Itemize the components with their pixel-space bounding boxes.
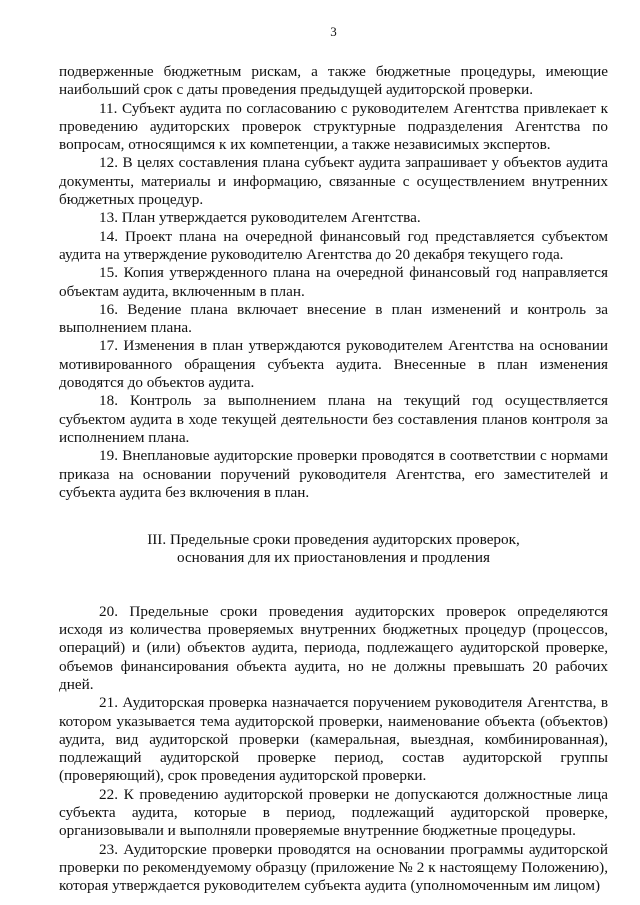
paragraph-17: 17. Изменения в план утверждаются руководителем Агентства на основании мотивированного обращения субъекта аудита. Внесенные в план изменения доводятся до объектов аудита. [59, 337, 608, 392]
paragraph-20: 20. Предельные сроки проведения аудиторских проверок определяются исходя из количества проверяемых внутренних бюджетных процедур (процессов, операций) и (или) объектов аудита, периода, подлежащего аудиторской проверке, объемов финансирования объекта аудита, но не должны превышать 20 рабочих дней. [59, 602, 608, 693]
paragraph-14: 14. Проект плана на очередной финансовый год представляется субъектом аудита на утверждение руководителю Агентства до 20 декабря текущего года. [59, 227, 608, 263]
page-number: 3 [330, 24, 337, 39]
paragraph-16: 16. Ведение плана включает внесение в план изменений и контроль за выполнением плана. [59, 300, 608, 337]
paragraph-19: 19. Внеплановые аудиторские проверки проводятся в соответствии с нормами приказа на основании поручений руководителя Агентства, его заместителей и субъекта аудита без включения в план. [59, 447, 608, 501]
paragraph-12: 12. В целях составления плана субъект аудита запрашивает у объектов аудита документы, материалы и информацию, связанные с осуществлением внутренних бюджетных процедур. [59, 154, 608, 209]
paragraph-13: 13. План утверждается руководителем Агентства. [99, 209, 421, 227]
body-text-before [59, 63, 608, 502]
paragraph-23: 23. Аудиторские проверки проводятся на основании программы аудиторской проверки по рекомендуемому образцу (приложение № 2 к настоящему Положению), которая утверждается руководителем субъекта аудита (уполномоченным им лицом) [59, 840, 608, 895]
paragraph-18: 18. Контроль за выполнением плана на текущий год осуществляется субъектом аудита в ходе текущей деятельности без составления планов контроля за исполнением плана. [59, 392, 608, 446]
section-heading-line-1: III. Предельные сроки проведения аудиторских проверок, [147, 531, 520, 549]
document-page [59, 24, 608, 895]
paragraph-21: 21. Аудиторская проверка назначается поручением руководителя Агентства, в котором указывается тема аудиторской проверки, наименование объекта (объектов) аудита, вид аудиторской проверки (камеральная, выездная, комбинированная), подлежащий аудиторской проверке период, состав аудиторской группы (проверяющий), срок проведения аудиторской проверки. [59, 694, 608, 785]
paragraph-11: 11. Субъект аудита по согласованию с руководителем Агентства привлекает к проведению аудиторских проверок структурные подразделения Агентства по вопросам, относящимся к их компетенции, а также независимых экспертов. [59, 99, 608, 154]
body-text-after [59, 603, 608, 896]
paragraph-15: 15. Копия утвержденного плана на очередной финансовый год направляется объектам аудита, включенным в план. [59, 264, 608, 300]
paragraph-22: 22. К проведению аудиторской проверки не допускаются должностные лица субъекта аудита, которые в период, подлежащий аудиторской проверке, организовывали и выполняли проверяемые внутренние бюджетные процедуры. [59, 785, 608, 840]
section-heading [59, 531, 608, 568]
section-heading-line-2: основания для их приостановления и продления [176, 549, 491, 567]
paragraph-10-continuation: подверженные бюджетным рискам, а также бюджетные процедуры, имеющие наибольший срок с даты проведения предыдущей аудиторской проверки. [59, 63, 608, 99]
